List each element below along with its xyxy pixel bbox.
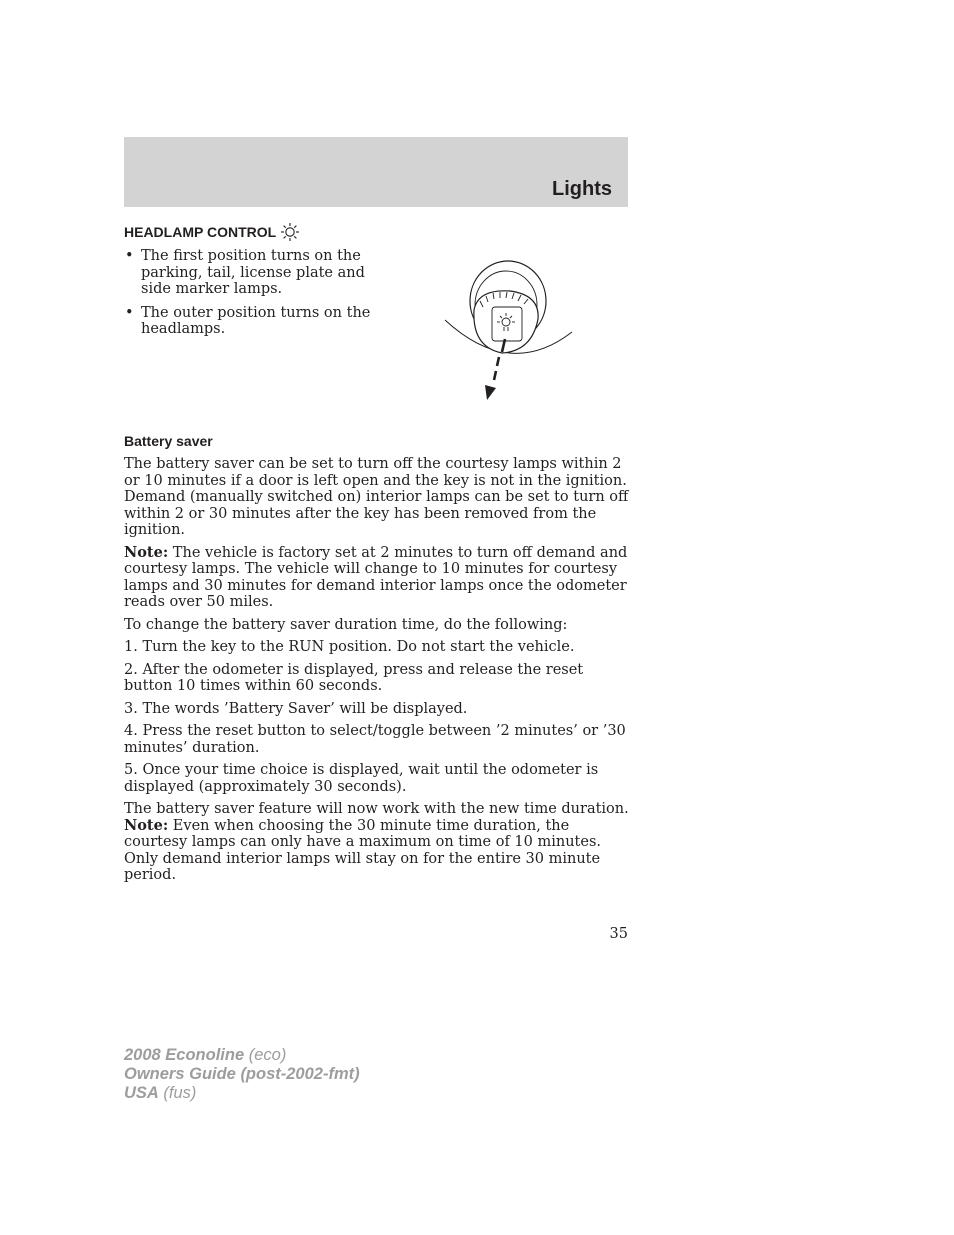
step-item: 3. The words ’Battery Saver’ will be displayed. (124, 700, 468, 717)
document-footer (124, 1046, 360, 1103)
footer-model: 2008 Econoline (124, 1046, 245, 1064)
note-text: Even when choosing the 30 minute time duration, the courtesy lamps can only have a maximum on time of 10 minutes. Only demand interior lamps will stay on for the entire 30 minute period. (124, 817, 601, 883)
headlamp-sun-icon (279, 222, 301, 242)
footer-region-code: (fus) (158, 1084, 197, 1102)
step-item: 4. Press the reset button to select/toggle between ’2 minutes’ or ’30 minutes’ duration. (124, 723, 626, 756)
note-paragraph (124, 545, 630, 611)
note-text: The vehicle is factory set at 2 minutes to turn off demand and courtesy lamps. The vehicle will change to 10 minutes for courtesy lamps and 30 minutes for demand interior lamps once the odometer reads over 50 miles. (124, 544, 628, 610)
note-label: Note: (124, 543, 169, 561)
note-paragraph (124, 818, 630, 884)
footer-guide: Owners Guide (post-2002-fmt) (124, 1065, 360, 1083)
paragraph: To change the battery saver duration time, do the following: (124, 616, 568, 633)
step-item: 5. Once your time choice is displayed, wait until the odometer is displayed (approximately 30 seconds). (124, 762, 599, 795)
footer-line (124, 1084, 360, 1103)
battery-saver-body (124, 456, 630, 890)
battery-saver-heading: Battery saver (124, 433, 213, 449)
section-title: Lights (552, 178, 612, 200)
step-item: 2. After the odometer is displayed, press and release the reset button 10 times within 60 seconds. (124, 661, 584, 694)
footer-line (124, 1065, 360, 1084)
bullet-text: The first position turns on the parking, tail, license plate and side marker lamps. (141, 248, 365, 297)
list-item: • The first position turns on the parking, tail, license plate and side marker lamps. (125, 248, 365, 297)
note-label: Note: (124, 816, 169, 834)
headlamp-switch-illustration (440, 255, 580, 405)
footer-model-code: (eco) (244, 1046, 287, 1064)
paragraph: The battery saver can be set to turn off the courtesy lamps within 2 or 10 minutes if a door is left open and the key is not in the ignition. Demand (manually switched on) interior lamps can be set to turn off within 2 or 30 minutes after the key has been removed from the ignition. (124, 456, 629, 538)
headlamp-bullet-list (124, 248, 374, 345)
step-item: 1. Turn the key to the RUN position. Do not start the vehicle. (124, 639, 575, 655)
headlamp-control-heading (124, 222, 301, 242)
list-item: • The outer position turns on the headlamps. (125, 304, 371, 337)
bullet-text: The outer position turns on the headlamps. (141, 304, 371, 337)
paragraph: The battery saver feature will now work with the new time duration. (124, 801, 629, 817)
page-number: 35 (609, 926, 628, 942)
footer-line (124, 1046, 360, 1065)
section-header-band (124, 137, 628, 207)
headlamp-heading-text: HEADLAMP CONTROL (124, 224, 277, 240)
footer-region: USA (124, 1084, 159, 1102)
